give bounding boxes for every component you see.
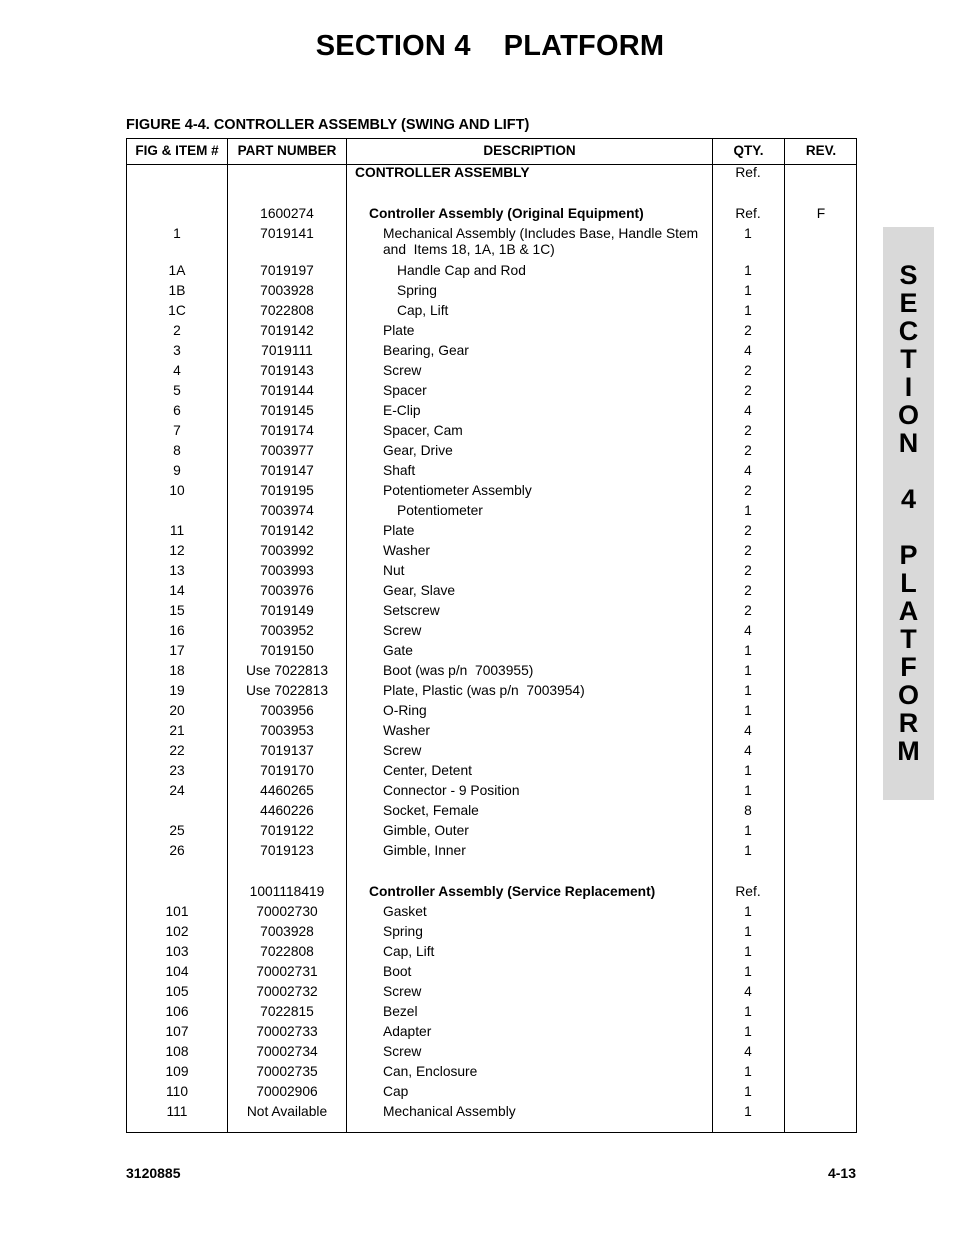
- document-number: 3120885: [126, 1165, 181, 1181]
- cell-qty: 1: [744, 1104, 752, 1119]
- cell-fig-item: 107: [165, 1024, 189, 1039]
- cell-fig-item: 15: [169, 603, 185, 618]
- cell-description: CONTROLLER ASSEMBLY: [355, 165, 530, 180]
- cell-part-number: 70002906: [256, 1084, 318, 1099]
- cell-qty: 4: [744, 1044, 752, 1059]
- table-row: [127, 523, 856, 543]
- table-row: [127, 1044, 856, 1064]
- cell-description: Gear, Slave: [383, 583, 456, 598]
- cell-fig-item: 22: [169, 743, 185, 758]
- table-row: [127, 1084, 856, 1104]
- cell-fig-item: 1: [173, 226, 181, 241]
- cell-qty: 4: [744, 463, 752, 478]
- cell-qty: 1: [744, 503, 752, 518]
- cell-part-number: Use 7022813: [245, 683, 329, 698]
- table-row: [127, 843, 856, 863]
- cell-fig-item: 17: [169, 643, 185, 658]
- table-row: [127, 443, 856, 463]
- cell-part-number: 7019142: [260, 523, 314, 538]
- table-row: [127, 226, 856, 263]
- cell-fig-item: 23: [169, 763, 185, 778]
- section-tab: [883, 227, 934, 800]
- cell-fig-item: 7: [173, 423, 181, 438]
- cell-description: Screw: [383, 1044, 422, 1059]
- table-row: [127, 303, 856, 323]
- table-row: [127, 423, 856, 443]
- table-row: [127, 904, 856, 924]
- cell-rev: F: [816, 206, 826, 221]
- cell-fig-item: 10: [169, 483, 185, 498]
- cell-qty: 1: [744, 683, 752, 698]
- table-row: [127, 884, 856, 904]
- table-row: [127, 984, 856, 1004]
- figure-title: FIGURE 4-4. CONTROLLER ASSEMBLY (SWING AND LIFT): [126, 117, 530, 133]
- cell-description: Spring: [397, 283, 437, 298]
- cell-qty: 4: [744, 343, 752, 358]
- cell-description: Potentiometer: [397, 503, 483, 518]
- table-row: [127, 403, 856, 423]
- cell-fig-item: 12: [169, 543, 185, 558]
- cell-description: Connector - 9 Position: [383, 783, 520, 798]
- cell-description: E-Clip: [383, 403, 421, 418]
- cell-fig-item: 108: [165, 1044, 189, 1059]
- table-row: [127, 206, 856, 226]
- cell-qty: 1: [744, 924, 752, 939]
- cell-fig-item: 24: [169, 783, 185, 798]
- cell-part-number: 7019123: [260, 843, 314, 858]
- cell-qty: 2: [744, 603, 752, 618]
- header-rev: REV.: [805, 143, 837, 158]
- cell-description: Gasket: [383, 904, 427, 919]
- cell-qty: 4: [744, 723, 752, 738]
- cell-description: Boot (was p/n 7003955): [383, 663, 534, 678]
- cell-part-number: 7003974: [260, 503, 314, 518]
- cell-description: Mechanical Assembly: [383, 1104, 516, 1119]
- cell-description: Center, Detent: [383, 763, 472, 778]
- cell-part-number: 70002731: [256, 964, 318, 979]
- cell-part-number: 7022808: [260, 944, 314, 959]
- cell-part-number: 7019142: [260, 323, 314, 338]
- cell-part-number: 70002732: [256, 984, 318, 999]
- cell-part-number: 4460226: [260, 803, 314, 818]
- cell-qty: 1: [744, 964, 752, 979]
- cell-qty: 2: [744, 583, 752, 598]
- cell-fig-item: 105: [165, 984, 189, 999]
- cell-description: Plate, Plastic (was p/n 7003954): [383, 683, 585, 698]
- table-row: [127, 483, 856, 503]
- parts-table: [126, 138, 857, 1133]
- table-row: [127, 823, 856, 843]
- cell-qty: 1: [744, 1064, 752, 1079]
- table-row: [127, 623, 856, 643]
- cell-fig-item: 1B: [168, 283, 186, 298]
- cell-qty: 2: [744, 423, 752, 438]
- table-row: [127, 643, 856, 663]
- cell-description: Washer: [383, 543, 431, 558]
- table-row: [127, 1004, 856, 1024]
- cell-part-number: 7022808: [260, 303, 314, 318]
- cell-qty: 1: [744, 843, 752, 858]
- cell-description: Screw: [383, 623, 422, 638]
- cell-description: Can, Enclosure: [383, 1064, 478, 1079]
- cell-description: Boot: [383, 964, 412, 979]
- cell-part-number: 7003976: [260, 583, 314, 598]
- cell-fig-item: 9: [173, 463, 181, 478]
- table-row: [127, 583, 856, 603]
- cell-description: Screw: [383, 363, 422, 378]
- header-qty: QTY.: [733, 143, 764, 158]
- cell-fig-item: 1A: [168, 263, 186, 278]
- cell-part-number: 7019145: [260, 403, 314, 418]
- cell-fig-item: 26: [169, 843, 185, 858]
- cell-fig-item: 21: [169, 723, 185, 738]
- cell-part-number: 7019144: [260, 383, 314, 398]
- cell-part-number: 7003977: [260, 443, 314, 458]
- cell-part-number: 7019174: [260, 423, 314, 438]
- cell-part-number: 1600274: [260, 206, 314, 221]
- cell-part-number: Not Available: [246, 1104, 328, 1119]
- table-row: [127, 343, 856, 363]
- cell-fig-item: 13: [169, 563, 185, 578]
- table-row: [127, 363, 856, 383]
- cell-part-number: 7019195: [260, 483, 314, 498]
- cell-part-number: 7003956: [260, 703, 314, 718]
- cell-description: Plate: [383, 323, 415, 338]
- cell-qty: 1: [744, 1004, 752, 1019]
- cell-part-number: 1001118419: [249, 884, 325, 899]
- table-row: [127, 563, 856, 583]
- cell-description: Gimble, Outer: [383, 823, 469, 838]
- cell-qty: 2: [744, 483, 752, 498]
- cell-qty: 4: [744, 984, 752, 999]
- cell-fig-item: 11: [169, 523, 185, 538]
- cell-description: Adapter: [383, 1024, 432, 1039]
- cell-qty: 1: [744, 703, 752, 718]
- cell-description: O-Ring: [383, 703, 427, 718]
- cell-fig-item: 102: [165, 924, 189, 939]
- cell-part-number: 7003928: [260, 924, 314, 939]
- cell-part-number: 7019150: [260, 643, 314, 658]
- cell-qty: 2: [744, 523, 752, 538]
- table-row: [127, 323, 856, 343]
- table-row: [127, 723, 856, 743]
- table-body: [127, 165, 856, 1124]
- cell-part-number: 7019122: [260, 823, 314, 838]
- cell-description: Potentiometer Assembly: [383, 483, 532, 498]
- cell-qty: 1: [744, 303, 752, 318]
- section-tab-label: S E C T I O N 4 P L A T F O R M: [897, 260, 920, 766]
- cell-part-number: 7019149: [260, 603, 314, 618]
- table-row: [127, 663, 856, 683]
- cell-qty: 1: [744, 663, 752, 678]
- cell-fig-item: 2: [173, 323, 181, 338]
- table-row: [127, 924, 856, 944]
- table-row: [127, 803, 856, 823]
- cell-fig-item: 16: [169, 623, 185, 638]
- cell-fig-item: 109: [165, 1064, 189, 1079]
- cell-description: Controller Assembly (Service Replacement): [369, 884, 656, 899]
- table-row: [127, 503, 856, 523]
- cell-description: Gear, Drive: [383, 443, 453, 458]
- cell-part-number: 7019143: [260, 363, 314, 378]
- cell-part-number: 7003992: [260, 543, 314, 558]
- cell-description: Screw: [383, 743, 422, 758]
- cell-part-number: 7019137: [260, 743, 314, 758]
- cell-description: Nut: [383, 563, 405, 578]
- cell-qty: 1: [744, 783, 752, 798]
- cell-fig-item: 1C: [168, 303, 186, 318]
- table-row: [127, 603, 856, 623]
- header-part-number: PART NUMBER: [237, 143, 337, 158]
- cell-description: Socket, Female: [383, 803, 479, 818]
- cell-description: Setscrew: [383, 603, 440, 618]
- cell-description: Bearing, Gear: [383, 343, 469, 358]
- cell-part-number: Use 7022813: [245, 663, 329, 678]
- header-description: DESCRIPTION: [483, 143, 576, 158]
- table-row: [127, 743, 856, 763]
- cell-qty: 1: [744, 763, 752, 778]
- cell-qty: Ref.: [735, 884, 761, 899]
- cell-part-number: 70002733: [256, 1024, 318, 1039]
- cell-part-number: 4460265: [260, 783, 314, 798]
- cell-fig-item: 111: [166, 1104, 188, 1119]
- table-row: [127, 283, 856, 303]
- cell-fig-item: 6: [173, 403, 181, 418]
- cell-qty: 1: [744, 904, 752, 919]
- cell-description: Screw: [383, 984, 422, 999]
- cell-fig-item: 14: [169, 583, 185, 598]
- cell-part-number: 70002730: [256, 904, 318, 919]
- table-row: [127, 703, 856, 723]
- cell-part-number: 7019197: [260, 263, 314, 278]
- table-row: [127, 944, 856, 964]
- cell-qty: 1: [744, 283, 752, 298]
- cell-part-number: 7003952: [260, 623, 314, 638]
- cell-description: Bezel: [383, 1004, 418, 1019]
- cell-qty: 1: [744, 1024, 752, 1039]
- cell-qty: 1: [744, 226, 752, 241]
- cell-description: Spring: [383, 924, 423, 939]
- table-row: [127, 964, 856, 984]
- table-row: [127, 263, 856, 283]
- cell-part-number: 7022815: [260, 1004, 314, 1019]
- table-row: [127, 683, 856, 703]
- cell-description: Mechanical Assembly (Includes Base, Handle Stem and Items 18, 1A, 1B & 1C): [383, 226, 703, 257]
- cell-description: Washer: [383, 723, 431, 738]
- table-row: [127, 165, 856, 185]
- cell-description: Shaft: [383, 463, 416, 478]
- cell-description: Controller Assembly (Original Equipment): [369, 206, 644, 221]
- cell-part-number: 7003928: [260, 283, 314, 298]
- page-number: 4-13: [827, 1165, 856, 1181]
- cell-part-number: 7019141: [260, 226, 314, 241]
- cell-part-number: 7019147: [260, 463, 314, 478]
- cell-qty: 4: [744, 623, 752, 638]
- cell-qty: 8: [744, 803, 752, 818]
- cell-fig-item: 104: [165, 964, 189, 979]
- cell-qty: 1: [744, 643, 752, 658]
- cell-fig-item: 19: [169, 683, 185, 698]
- cell-fig-item: 8: [173, 443, 181, 458]
- cell-fig-item: 3: [173, 343, 181, 358]
- cell-part-number: 70002734: [256, 1044, 318, 1059]
- cell-description: Spacer, Cam: [383, 423, 463, 438]
- cell-description: Plate: [383, 523, 415, 538]
- cell-qty: 4: [744, 743, 752, 758]
- cell-qty: 4: [744, 403, 752, 418]
- table-row: [127, 543, 856, 563]
- cell-description: Cap, Lift: [383, 944, 435, 959]
- table-row: [127, 1024, 856, 1044]
- cell-fig-item: 20: [169, 703, 185, 718]
- cell-description: Cap: [383, 1084, 409, 1099]
- cell-description: Cap, Lift: [397, 303, 449, 318]
- cell-part-number: 7003993: [260, 563, 314, 578]
- table-row: [127, 1064, 856, 1084]
- header-fig-item: FIG & ITEM #: [135, 143, 219, 158]
- table-row: [127, 463, 856, 483]
- cell-qty: 2: [744, 323, 752, 338]
- cell-fig-item: 5: [173, 383, 181, 398]
- cell-description: Handle Cap and Rod: [397, 263, 526, 278]
- cell-qty: Ref.: [735, 206, 761, 221]
- page-title: SECTION 4 PLATFORM: [315, 30, 665, 62]
- cell-fig-item: 110: [166, 1084, 188, 1099]
- cell-fig-item: 103: [165, 944, 189, 959]
- cell-fig-item: 18: [169, 663, 185, 678]
- cell-qty: 1: [744, 263, 752, 278]
- cell-qty: 1: [744, 944, 752, 959]
- cell-qty: 2: [744, 443, 752, 458]
- cell-part-number: 7019170: [260, 763, 314, 778]
- cell-qty: 1: [744, 1084, 752, 1099]
- cell-fig-item: 25: [169, 823, 185, 838]
- table-row: [127, 1104, 856, 1124]
- cell-part-number: 70002735: [256, 1064, 318, 1079]
- cell-description: Gimble, Inner: [383, 843, 466, 858]
- table-row: [127, 383, 856, 403]
- cell-description: Gate: [383, 643, 413, 658]
- cell-description: Spacer: [383, 383, 427, 398]
- cell-qty: Ref.: [735, 165, 761, 180]
- table-row: [127, 763, 856, 783]
- cell-fig-item: 4: [173, 363, 181, 378]
- cell-part-number: 7019111: [261, 343, 313, 358]
- table-row: [127, 783, 856, 803]
- cell-fig-item: 101: [165, 904, 189, 919]
- cell-qty: 2: [744, 363, 752, 378]
- cell-qty: 2: [744, 563, 752, 578]
- cell-qty: 2: [744, 543, 752, 558]
- cell-part-number: 7003953: [260, 723, 314, 738]
- cell-fig-item: 106: [165, 1004, 189, 1019]
- cell-qty: 2: [744, 383, 752, 398]
- cell-qty: 1: [744, 823, 752, 838]
